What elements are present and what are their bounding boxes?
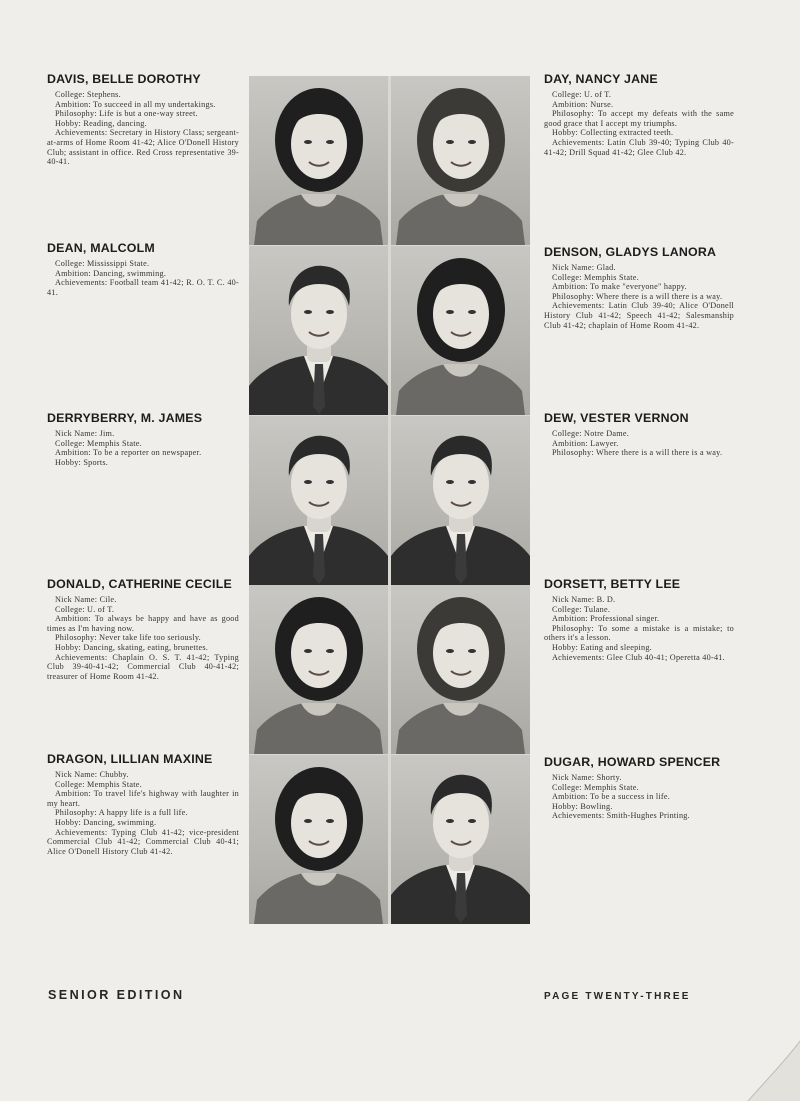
bio-line: College: Mississippi State. xyxy=(55,259,150,268)
bio-dew xyxy=(544,411,734,458)
portrait-photo-dragon xyxy=(249,755,388,924)
bio-day xyxy=(544,72,734,157)
student-name: DORSETT, BETTY LEE xyxy=(544,577,681,591)
student-name: DERRYBERRY, M. JAMES xyxy=(47,411,203,425)
bio-line: Hobby: Dancing, skating, eating, brunettes. xyxy=(55,642,209,652)
bio-line: Ambition: To be a success in life. xyxy=(552,792,671,802)
bio-line: Achievements: Secretary in History Class; sergeant-at-arms of Home Room 41-42; Alice O'Donell History Club; assistant in office. Red Cross representative 39-40-41. xyxy=(47,128,239,167)
bio-line: Achievements: Chaplain O. S. T. 41-42; Typing Club 39-40-41-42; Commercial Club 40-41-42; treasurer of Home Room 41-42. xyxy=(47,652,239,681)
portrait-silhouette xyxy=(249,416,388,585)
page-corner-curl xyxy=(740,1031,800,1101)
portrait-grid xyxy=(249,76,530,924)
bio-line: Ambition: To succeed in all my undertakings. xyxy=(55,99,216,109)
bio-line: Philosophy: Never take life too seriously. xyxy=(55,633,201,643)
bio-line: Ambition: Dancing, swimming. xyxy=(55,268,167,278)
portrait-silhouette xyxy=(391,76,530,245)
bio-line: Nick Name: Glad. xyxy=(552,263,616,272)
bio-davis xyxy=(47,72,239,167)
bio-line: Nick Name: Shorty. xyxy=(552,773,622,782)
bio-line: College: Memphis State. xyxy=(55,779,142,789)
portrait-photo-day xyxy=(391,76,530,245)
student-name: DRAGON, LILLIAN MAXINE xyxy=(47,752,213,766)
bio-dorsett xyxy=(544,577,734,662)
bio-line: Achievements: Typing Club 41-42; vice-president Commercial Club 41-42; Commercial Club 40-41; Alice O'Donell History Club 41-42. xyxy=(47,827,239,856)
bio-dugar xyxy=(544,755,734,821)
bio-line: Philosophy: To accept my defeats with the same good grace that I accept my triumphs. xyxy=(544,109,734,128)
bio-line: Philosophy: Life is but a one-way street. xyxy=(55,109,198,119)
bio-line: Ambition: To travel life's highway with laughter in my heart. xyxy=(47,789,239,808)
bio-line: Hobby: Bowling. xyxy=(552,801,613,811)
portrait-silhouette xyxy=(249,755,388,924)
portrait-photo-dean xyxy=(249,246,388,415)
portrait-silhouette xyxy=(249,585,388,754)
bio-derryberry xyxy=(47,411,239,467)
bio-line: College: Memphis State. xyxy=(55,438,142,448)
portrait-photo-dew xyxy=(391,416,530,585)
student-name: DEAN, MALCOLM xyxy=(47,241,155,255)
bio-line: Philosophy: A happy life is a full life. xyxy=(55,808,188,818)
bio-line: Nick Name: Jim. xyxy=(55,429,115,438)
portrait-silhouette xyxy=(391,416,530,585)
page-number: PAGE TWENTY-THREE xyxy=(544,991,691,1002)
portrait-photo-denson xyxy=(391,246,530,415)
bio-line: Hobby: Collecting extracted teeth. xyxy=(552,128,674,138)
portrait-silhouette xyxy=(391,755,530,924)
bio-line: Hobby: Sports. xyxy=(55,457,109,467)
edition-label: SENIOR EDITION xyxy=(48,988,185,1002)
student-name: DONALD, CATHERINE CECILE xyxy=(47,577,232,591)
bio-line: Hobby: Eating and sleeping. xyxy=(552,642,652,652)
bio-line: College: U. of T. xyxy=(552,90,612,99)
bio-line: Nick Name: Cile. xyxy=(55,595,117,604)
portrait-photo-dorsett xyxy=(391,585,530,754)
bio-line: Philosophy: Where there is a will there is a way. xyxy=(552,291,723,301)
portrait-silhouette xyxy=(249,76,388,245)
student-name: DEW, VESTER VERNON xyxy=(544,411,689,425)
bio-donald xyxy=(47,577,239,681)
portrait-photo-derryberry xyxy=(249,416,388,585)
portrait-photo-donald xyxy=(249,585,388,754)
bio-line: College: Memphis State. xyxy=(552,782,639,792)
bio-line: Achievements: Glee Club 40-41; Operetta 40-41. xyxy=(552,652,725,662)
bio-line: Ambition: To always be happy and have as good times as I'm having now. xyxy=(47,614,239,633)
bio-line: Ambition: To make "everyone" happy. xyxy=(552,282,687,292)
bio-line: Achievements: Latin Club 39-40; Typing Club 40-41-42; Drill Squad 41-42; Glee Club 42. xyxy=(544,137,734,157)
student-name: DAY, NANCY JANE xyxy=(544,72,658,86)
bio-line: Hobby: Reading, dancing. xyxy=(55,118,147,128)
bio-dragon xyxy=(47,752,239,856)
bio-line: Philosophy: To some a mistake is a mistake; to others it's a lesson. xyxy=(544,623,734,643)
student-name: DUGAR, HOWARD SPENCER xyxy=(544,755,721,769)
portrait-photo-dugar xyxy=(391,755,530,924)
bio-line: Nick Name: Chubby. xyxy=(55,770,129,779)
bio-line: College: U. of T. xyxy=(55,604,115,614)
student-name: DAVIS, BELLE DOROTHY xyxy=(47,72,201,86)
bio-line: College: Memphis State. xyxy=(552,272,639,282)
bio-line: Achievements: Football team 41-42; R. O. T. C. 40-41. xyxy=(47,278,239,297)
portrait-photo-davis xyxy=(249,76,388,245)
bio-line: Ambition: Lawyer. xyxy=(552,438,619,448)
bio-line: Ambition: Professional singer. xyxy=(552,614,660,624)
bio-line: Philosophy: Where there is a will there is a way. xyxy=(552,448,723,458)
bio-line: Ambition: Nurse. xyxy=(552,99,614,109)
bio-line: Achievements: Smith-Hughes Printing. xyxy=(552,811,690,821)
bio-line: College: Tulane. xyxy=(552,604,611,614)
bio-dean xyxy=(47,241,239,297)
bio-denson xyxy=(544,245,734,330)
bio-line: Nick Name: B. D. xyxy=(552,595,616,604)
student-name: DENSON, GLADYS LANORA xyxy=(544,245,717,259)
bio-line: Ambition: To be a reporter on newspaper. xyxy=(55,448,202,458)
bio-line: Achievements: Latin Club 39-40; Alice O'Donell History Club 41-42; Speech 41-42; Salesmanship Club 41-42; chaplain of Home Room 41-42. xyxy=(544,301,734,330)
bio-line: College: Stephens. xyxy=(55,90,121,99)
bio-line: Hobby: Dancing, swimming. xyxy=(55,817,157,827)
portrait-silhouette xyxy=(249,246,388,415)
portrait-silhouette xyxy=(391,585,530,754)
portrait-silhouette xyxy=(391,246,530,415)
bio-line: College: Notre Dame. xyxy=(552,429,630,438)
